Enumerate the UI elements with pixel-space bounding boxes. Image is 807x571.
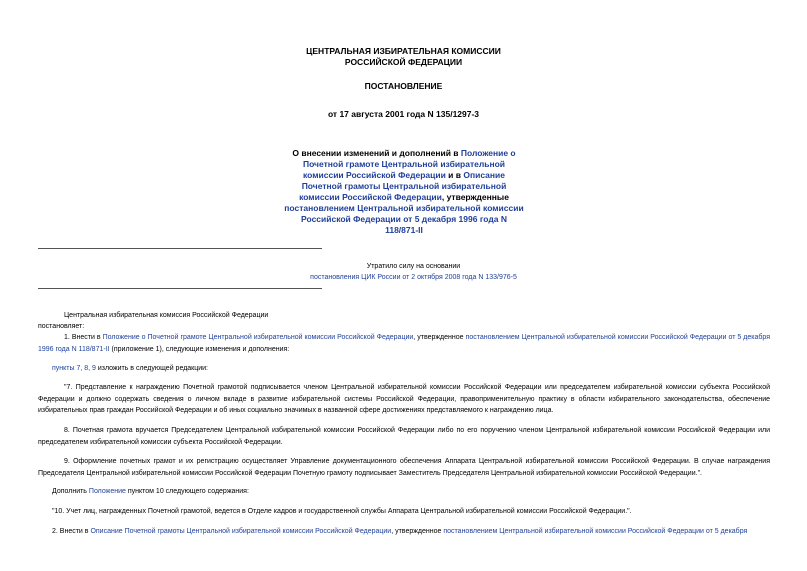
- preamble-commission: Центральная избирательная комиссия Российской Федерации: [64, 312, 269, 319]
- points-link[interactable]: пункты 7, 8, 9: [52, 365, 96, 372]
- item1-text-b: , утвержденное: [413, 334, 466, 341]
- supplement-link[interactable]: Положение: [88, 488, 126, 495]
- title-text-2: и в: [445, 170, 464, 180]
- document-title: [284, 148, 524, 236]
- title-link-description[interactable]: Описание Почетной грамоты Центральной избирательной комиссии Российской Федерации: [299, 170, 507, 202]
- paragraph-points: [52, 363, 652, 375]
- supplement-text-a: Дополнить: [52, 488, 89, 495]
- document-date-number: от 17 августа 2001 года N 135/1297-3: [327, 109, 480, 119]
- paragraph-item-1: [38, 332, 770, 355]
- divider-bottom: [38, 288, 322, 289]
- org-name-line1: ЦЕНТРАЛЬНАЯ ИЗБИРАТЕЛЬНАЯ КОМИССИИ: [306, 46, 501, 56]
- lost-force-link[interactable]: постановления ЦИК России от 2 октября 2008 года N 133/976-5: [310, 274, 517, 281]
- paragraph-point-9: 9. Оформление почетных грамот и их регистрацию осуществляет Управление документационного обеспечения Аппарата Центральной избирательной комиссии Российской Федерации. В случае награждения Председателя Центральной избирательной комиссии Российской Федерации Почетную грамоту подписывает Заместитель Председателя Центральной избирательной комиссии Российской Федерации.".: [38, 458, 770, 477]
- points-text: изложить в следующей редакции:: [95, 365, 209, 372]
- paragraph-point-10: "10. Учет лиц, награжденных Почетной грамотой, ведется в Отделе кадров и государственной службы Аппарата Центральной избирательной комиссии Российской Федерации.".: [52, 508, 632, 515]
- title-text-1: О внесении изменений и дополнений в: [292, 148, 461, 158]
- title-text-3: , утвержденные: [441, 192, 509, 202]
- paragraph-item-2: [52, 526, 792, 538]
- title-link-regulation[interactable]: Положение о Почетной грамоте Центральной избирательной комиссии Российской Федерации: [302, 148, 516, 180]
- item2-link-description[interactable]: Описание Почетной грамоты Центральной избирательной комиссии Российской Федерации: [90, 528, 392, 535]
- item2-text-b: , утвержденное: [391, 528, 444, 535]
- org-name-line2: РОССИЙСКОЙ ФЕДЕРАЦИИ: [344, 57, 463, 67]
- paragraph-point-8: 8. Почетная грамота вручается Председателем Центральной избирательной комиссии Российской Федерации либо по его поручению членом Центральной избирательной комиссии Российской Федерации или председателем избирательной комиссии субъекта Российской Федерации.: [38, 427, 770, 446]
- item2-link-resolution[interactable]: постановлением Центральной избирательной комиссии Российской Федерации от 5 декабря: [443, 528, 748, 535]
- divider-top: [38, 248, 322, 249]
- item1-link-regulation[interactable]: Положение о Почетной грамоте Центральной избирательной комиссии Российской Федерации: [102, 334, 414, 341]
- paragraph-point-7: "7. Представление к награждению Почетной грамотой подписывается членом Центральной избирательной комиссии Российской Федерации или председателем избирательной комиссии субъекта Российской Федерации и должно содержать сведения о личном вкладе в развитие избирательной системы Российской Федерации, правоприменительную практику в области избирательного законодательства, обеспечение избирательных прав граждан Российской Федерации и об иных социально значимых в названной сфере достижениях представляемого к награждению лица.: [38, 384, 770, 414]
- item1-text-a: 1. Внести в: [64, 334, 103, 341]
- title-link-resolution[interactable]: постановлением Центральной избирательной комиссии Российской Федерации от 5 декабря 1996 года N 118/871-II: [284, 203, 524, 235]
- lost-force-label: Утратило силу на основании: [366, 263, 461, 270]
- item2-text-a: 2. Внести в: [52, 528, 91, 535]
- item1-link-resolution[interactable]: постановлением Центральной избирательной комиссии Российской Федерации от 5 декабря 1996 года N 118/871-II: [38, 334, 771, 353]
- preamble-resolves: постановляет:: [38, 323, 85, 330]
- supplement-text-b: пунктом 10 следующего содержания:: [125, 488, 249, 495]
- paragraph-supplement: [52, 486, 652, 498]
- document-type: ПОСТАНОВЛЕНИЕ: [364, 81, 443, 91]
- item1-text-c: (приложение 1), следующие изменения и дополнения:: [109, 345, 290, 353]
